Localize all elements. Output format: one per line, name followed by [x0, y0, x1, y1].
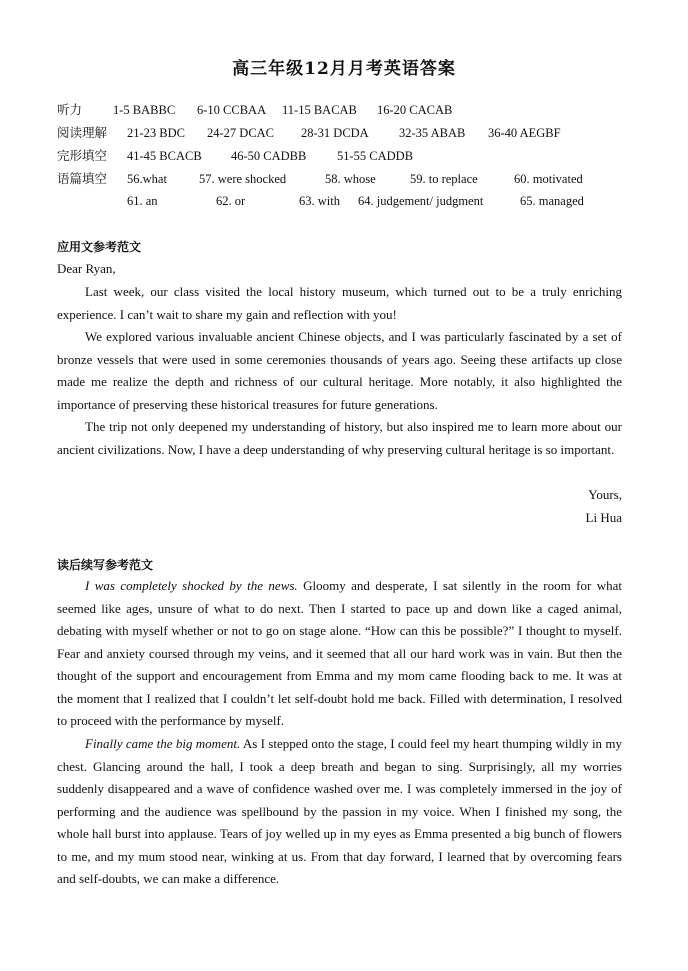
continuation-paragraph-2 [57, 733, 622, 891]
answer-item: 59. to replace [410, 172, 478, 186]
answer-item: 56.what [127, 172, 167, 186]
answers-grammar-label: 语篇填空 [57, 171, 108, 186]
answer-group: 32-35 ABAB [399, 126, 466, 140]
letter-paragraph-2: We explored various invaluable ancient Chinese objects, and I was particularly fascinated by a set of bronze vessels that were used in some ceremonies thousands of years ago. Seeing these artifacts up close made me realize the depth and richness of our cultural heritage. More notably, it also highlighted the importance of preserving these historical treasures for future generations. [57, 329, 622, 412]
letter-closing: Yours, [588, 487, 622, 502]
answer-group: 6-10 CCBAA [197, 103, 267, 117]
answers-cloze-label: 完形填空 [57, 148, 108, 163]
paragraph-lead-sentence: Finally came the big moment. [85, 736, 241, 751]
answer-group: 11-15 BACAB [282, 103, 357, 117]
answer-item: 57. were shocked [199, 172, 287, 186]
letter-signature: Li Hua [585, 510, 622, 525]
answer-group: 51-55 CADDB [337, 149, 414, 163]
paragraph-body: As I stepped onto the stage, I could feel my heart thumping wildly in my chest. Glancing around the hall, I took a deep breath and began to sing. Surprisingly, all my worries suddenly disappeared and a wave of confidence washed over me. I was completely immersed in the joy of performing and the audience was spellbound by the passion in my voice. When I finished my song, the whole hall burst into applause. Tears of joy welled up in my eyes as Emma presented a big bunch of flowers to me, and my mum stood near, winking at us. From that day forward, I learned that by overcoming fears and self-doubts, we can make a difference. [57, 736, 622, 886]
letter-paragraph-3: The trip not only deepened my understanding of history, but also inspired me to learn more about our ancient civilizations. Now, I have a deep understanding of why preserving cultural heritage is so important. [57, 419, 622, 457]
answer-group: 41-45 BCACB [127, 149, 202, 163]
continuation-paragraph-1 [57, 575, 622, 733]
answer-item: 61. an [127, 194, 158, 208]
answer-group: 16-20 CACAB [377, 103, 453, 117]
answer-item: 63. with [299, 194, 340, 208]
answer-group: 24-27 DCAC [207, 126, 275, 140]
answer-item: 64. judgement/ judgment [358, 194, 484, 208]
answers-reading-label: 阅读理解 [57, 125, 108, 140]
answer-group: 21-23 BDC [127, 126, 185, 140]
answer-item: 65. managed [520, 194, 584, 208]
answers-listening-label: 听力 [57, 102, 83, 117]
letter-paragraph-1: Last week, our class visited the local history museum, which turned out to be a truly enriching experience. I can’t wait to share my gain and reflection with you! [57, 284, 622, 322]
page-title: 高三年级12月月考英语答案 [232, 59, 456, 79]
continuation-writing-heading: 读后续写参考范文 [57, 558, 154, 572]
answer-group: 46-50 CADBB [231, 149, 307, 163]
answer-group: 28-31 DCDA [301, 126, 369, 140]
answer-item: 58. whose [325, 172, 376, 186]
answer-group: 36-40 AEGBF [488, 126, 561, 140]
answer-group: 1-5 BABBC [113, 103, 176, 117]
answer-item: 62. or [216, 194, 246, 208]
answer-item: 60. motivated [514, 172, 583, 186]
practical-writing-heading: 应用文参考范文 [57, 240, 142, 254]
paragraph-lead-sentence: I was completely shocked by the news. [85, 578, 298, 593]
letter-greeting: Dear Ryan, [57, 261, 116, 276]
paragraph-body: Gloomy and desperate, I sat silently in the room for what seemed like ages, unsure of what to do next. Then I started to pace up and down like a caged animal, debating with myself whether or not to go on stage alone. “How can this be possible?” I thought to myself. Fear and anxiety coursed through my veins, and it seemed that all our hard work was in vain. But then the thought of the support and encouragement from Emma and my mom came flooding back to me. It was at the moment that I realized that I couldn’t let self-doubt hold me back. Filled with determination, I resolved to proceed with the performance by myself. [57, 578, 622, 728]
